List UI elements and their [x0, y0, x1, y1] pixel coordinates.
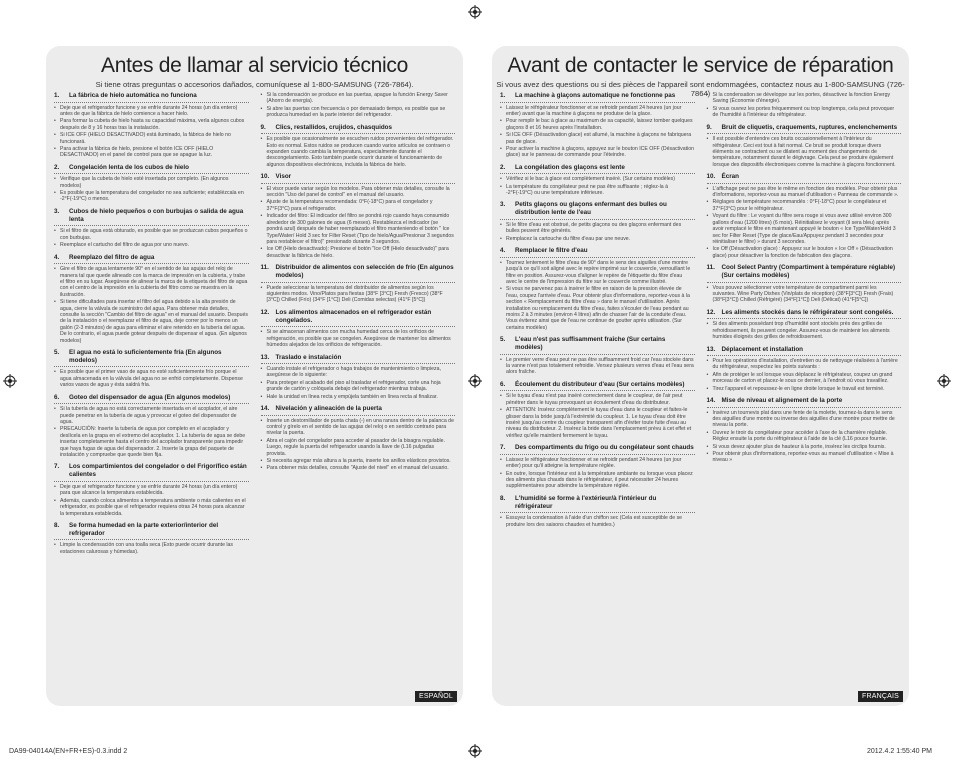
bullet-item: • Abra el cajón del congelador para acceder al pasador de la bisagra regulable. Luego, regule la puerta del refrigerador usando la llave de (L16 pulgadas provista. — [261, 438, 456, 457]
section-body — [707, 136, 902, 168]
registration-mark-icon — [468, 744, 482, 758]
section-body — [707, 186, 902, 259]
bullet-item: • Pour remplir le bac à glace au maximum de sa capacité, laissez tomber quelques glaçons 8 et 16 heures après l'installation. — [500, 118, 695, 131]
troubleshooting-section — [707, 397, 902, 464]
bullet-item: • Si la condensación se produce en las puertas, apague la función Energy Saver (Ahorro de energía). — [261, 92, 456, 105]
bullet-item: • Vérifiez si le bac à glace est complètement inséré. (Sur certains modèles) — [500, 176, 695, 182]
section-number: 7. — [54, 463, 60, 471]
section-number: 4. — [500, 247, 506, 255]
bullet-item: • Puede seleccionar la temperatura del distribuidor de alimentos según los siguientes modos. Vino/Platos para fiestas (38°F [3°C]) Fresh (Fresco) (38°F [3°C]) Chilled (Frío) (34°F [1°C]) Deli (Comidas selectas) (41°F [5°C]) — [261, 285, 456, 304]
section-body — [707, 358, 902, 392]
section-number: 9. — [260, 123, 266, 131]
section-body — [54, 266, 249, 344]
bullet-item: • Cuando instale el refrigerador o haga trabajos de mantenimiento o limpieza, asegúrese de lo siguiente: — [261, 366, 456, 379]
bullet-item: • Además, cuando coloca alimentos a temperatura ambiente o más calientes en el refrigerador, es posible que el refrigerador requiera otras 24 horas para alcanzar la temperatura establecida. — [54, 498, 249, 517]
bullet-item: • Verifique que la cubeta de hielo esté insertada por completo. (En algunos modelos) — [54, 176, 249, 189]
column-left — [54, 92, 249, 684]
bullet-item: • Remplacez la cartouche du filtre d'eau par une neuve. — [500, 236, 695, 242]
section-heading — [707, 346, 902, 357]
section-number: 5. — [54, 348, 60, 356]
section-heading — [500, 495, 695, 514]
page-subtitle: Si tiene otras preguntas o accesorios dañados, comuníquese al 1-800-SAMSUNG (726-7864). — [95, 80, 414, 89]
bullet-item: • Laissez le réfrigérateur fonctionner et se refroidir pendant 24 heures (un jour entier) pour qu'il atteigne la température réglée. — [500, 457, 695, 470]
section-title: Mise de niveau et alignement de la porte — [721, 397, 843, 405]
section-title: Écran — [721, 173, 740, 181]
bullet-item: • El visor puede variar según los modelos. Para obtener más detalles, consulte la sección "Uso del panel de control" en el manual del usuario. — [261, 186, 456, 199]
language-tab: FRANÇAIS — [858, 691, 903, 702]
troubleshooting-section — [707, 309, 902, 341]
section-body — [500, 393, 695, 439]
section-heading — [54, 92, 249, 103]
bullet-item: • Si abre las puertas con frecuencia o por demasiado tiempo, es posible que se produzca humedad en la parte interior del refrigerador. — [261, 106, 456, 119]
bullet-item: • Ajuste de la temperatura recomendada: 0°F(-18°C) para el congelador y 37°F(3°C) para el refrigerador. — [261, 199, 456, 212]
section-title: Petits glaçons ou glaçons enfermant des bulles ou distribution lente de l'eau — [515, 201, 667, 217]
section-heading — [54, 254, 249, 265]
section-number: 5. — [500, 336, 506, 344]
bullet-item: • Voyant du filtre : Le voyant du filtre sera rouge si vous avez utilisé environ 300 gallons d'eau (1200 litres) (6 mois). Réinitialisez le voyant (il sera bleu) après avoir remplacé le filtre en maintenant appuyé le bouton « Ice Type/Water/Hold 3 sec for Filter Reset (Type de glace/Eau/Appuyez pendant 3 secondes pour réinitialiser le filtre) » durant 3 secondes. — [707, 213, 902, 245]
section-title: Goteo del dispensador de agua (En algunos modelos) — [69, 393, 231, 401]
section-heading — [54, 349, 249, 368]
section-number: 12. — [706, 308, 716, 316]
bullet-item: • Si le tuyau d'eau n'est pas inséré correctement dans le coupleur, de l'air peut pénétrer dans le tuyau provoquant un écoulement d'eau du distributeur. — [500, 393, 695, 406]
section-heading — [54, 208, 249, 227]
section-title: La fábrica de hielo automática no funciona — [69, 92, 197, 99]
troubleshooting-section — [54, 208, 249, 249]
section-body — [707, 285, 902, 304]
section-body — [707, 321, 902, 340]
bullet-item: • Es posible que ocasionalmente se escuchen ruidos provenientes del refrigerador. Esto es normal. Estos ruidos se producen cuando varios artículos se contraen o expanden cuando cambia la temperatura, especialmente durante el descongelamiento. Esto también puede ocurrir durante el funcionamiento de algunos dispositivos electrónicos, incluida la fábrica de hielo. — [261, 136, 456, 168]
troubleshooting-section — [54, 522, 249, 555]
section-body — [500, 457, 695, 490]
language-tab: ESPAÑOL — [415, 691, 457, 702]
section-number: 11. — [260, 264, 269, 272]
bullet-item: • Si el filtro de agua está obturado, es posible que se produzcan cubos pequeños o con burbujas. — [54, 228, 249, 241]
section-heading — [500, 381, 695, 392]
bullet-item: • Si se almacenan alimentos con mucha humedad cerca de los orificios de refrigeración, es posible que se congelen. Asegúrese de mantener los alimentos húmedos alejados de los orificios de refrigeración. — [261, 329, 456, 348]
troubleshooting-section — [261, 354, 456, 401]
section-heading — [261, 405, 456, 416]
bullet-item: • Pour obtenir plus d'informations, reportez-vous au manuel d'utilisation « Mise à niveau » — [707, 451, 902, 464]
bullet-item: • Laissez le réfrigérateur fonctionner et se refroidir pendant 24 heures (un jour entier) avant que la machine à glaçons ne produise de la glace. — [500, 105, 695, 118]
section-body — [500, 105, 695, 159]
troubleshooting-section — [261, 309, 456, 349]
section-number: 14. — [260, 405, 270, 413]
section-number: 2. — [500, 163, 506, 171]
bullet-item: • Ice Off (Hielo desactivado): Presione el botón "Ice Off (Hielo desactivado)" para desactivar la fábrica de hielo. — [261, 246, 456, 259]
section-body — [261, 136, 456, 168]
troubleshooting-section — [707, 346, 902, 393]
section-number: 10. — [260, 173, 270, 181]
bullet-item: • Vous pouvez sélectionner votre température de compartiment parmi les suivantes. Wine Party Dishes (Vin/plats de réception) (38°F[3°C]) Fresh (Frais) (38°F[3°C]) Chilled (Réfrigéré) (34°F[1°C]) Deli (Délicat) (41°F[5°C]) — [707, 285, 902, 304]
column-right — [261, 92, 456, 684]
section-title: Los alimentos almacenados en el refrigerador están congelados. — [275, 308, 432, 324]
section-heading — [500, 92, 695, 103]
bullet-item: • Afin de protéger le sol lorsque vous déplacez le réfrigérateur, coupez un grand morceau de carton et placez-le sous ce dernier, à l'endroit où vous travaillez. — [707, 372, 902, 385]
section-title: Bruit de cliquetis, craquements, ruptures, enclenchements — [721, 123, 898, 131]
french-page — [492, 46, 909, 706]
section-title: Écoulement du distributeur d'eau (Sur certains modèles) — [515, 380, 685, 388]
section-number: 9. — [706, 123, 712, 131]
troubleshooting-section — [54, 254, 249, 344]
bullet-item: • Gire el filtro de agua lentamente 90° en el sentido de las agujas del reloj de manera tal que quede alineado con la marca de impresión en la cubierta, y trabe el filtro en su lugar. Asegúrese de alinear la marca de la etiqueta del filtro de agua con el centro de la impresión en la cubierta del filtro como se muestra en la ilustración. — [54, 266, 249, 298]
troubleshooting-section — [500, 381, 695, 439]
section-body — [54, 542, 249, 555]
bullet-item: • Tirez l'appareil et repoussez-le en ligne droite lorsque le travail est terminé. — [707, 386, 902, 392]
bullet-item: • L'affichage peut ne pas être le même en fonction des modèles. Pour obtenir plus d'informations, reportez-vous au manuel d'utilisation « Panneau de commande ». — [707, 186, 902, 199]
section-title: Cool Select Pantry (Compartiment à température réglable) (Sur certains modèles) — [721, 264, 896, 280]
bullet-item: • Para formar la cubeta de hielo hasta su capacidad máxima, verla algunos cubos después de 8 y 16 horas tras la instalación. — [54, 118, 249, 131]
page-title: Avant de contacter le service de réparation — [507, 54, 894, 77]
bullet-item: • Insérez un tournevis plat dans une fente de la molette, tournez-la dans le sens des aiguilles d'une montre ou inverse des aiguilles d'une montre pour mettre de niveau la porte. — [707, 410, 902, 429]
troubleshooting-section — [500, 444, 695, 490]
section-heading — [500, 164, 695, 175]
section-heading — [707, 124, 902, 135]
troubleshooting-section — [54, 463, 249, 517]
troubleshooting-section — [500, 201, 695, 242]
section-heading — [54, 164, 249, 175]
bullet-item: • Tournez lentement le filtre d'eau de 90° dans le sens des aiguilles d'une montre jusqu'à ce qu'il soit aligné avec le repère imprimé sur le couvercle, verrouillant le filtre en position. Assurez-vous d'aligner le repère de l'étiquette du filtre d'eau avec le centre de l'impression du filtre sur le couvercle comme illustré. — [500, 260, 695, 286]
section-title: Clics, restallidos, crujidos, chasquidos — [275, 123, 393, 131]
troubleshooting-section — [500, 247, 695, 331]
section-body — [500, 260, 695, 331]
section-title: La congélation des glaçons est lente — [515, 163, 625, 171]
column-right — [707, 92, 902, 684]
section-title: Distribuidor de alimentos con selección de frío (En algunos modelos) — [275, 264, 454, 280]
bullet-item: • Es posible que el primer vaso de agua no esté suficientemente frío porque el agua almacenada en la válvula del agua no se enfrió completamente. Dispense varios vasos de agua y ésta saldrá fría. — [54, 369, 249, 388]
section-heading — [707, 397, 902, 408]
section-body — [261, 329, 456, 348]
registration-mark-icon — [468, 5, 482, 19]
section-heading — [500, 201, 695, 220]
section-body — [261, 285, 456, 304]
section-number: 8. — [54, 521, 60, 529]
bullet-item: • Deje que el refrigerador funcione y se enfríe durante 24 horas (un día entero) antes de que la fábrica de hielo comience a hacer hielo. — [54, 105, 249, 118]
section-number: 4. — [54, 253, 60, 261]
bullet-item: • Pour les opérations d'installation, d'entretien ou de nettoyage réalisées à l'arrière du réfrigérateur, respectez les points suivants : — [707, 358, 902, 371]
section-title: Nivelación y alineación de la puerta — [275, 405, 382, 413]
section-title: Des compartiments du frigo ou du congélateur sont chauds — [515, 444, 694, 452]
section-number: 7. — [500, 444, 506, 452]
bullet-item: • Reemplace el cartucho del filtro de agua por uno nuevo. — [54, 242, 249, 248]
troubleshooting-section — [500, 336, 695, 376]
page-title: Antes de llamar al servicio técnico — [101, 54, 408, 77]
section-heading — [54, 463, 249, 482]
section-title: Traslado e instalación — [275, 353, 342, 361]
section-number: 1. — [54, 92, 60, 99]
section-title: Visor — [275, 173, 292, 181]
section-title: Reemplazo del filtro de agua — [69, 253, 155, 261]
section-number: 11. — [706, 264, 715, 272]
section-title: Se forma humedad en la parte exterior/interior del refrigerador — [69, 521, 219, 537]
bullet-item: • Si la condensation se développe sur les portes, désactivez la fonction Energy Saving (Économie d'énergie). — [707, 92, 902, 105]
section-heading — [261, 124, 456, 135]
bullet-item: • PRECAUCIÓN: Inserte la tubería de agua por completo en el acoplador y deslícela en la grapa en el extremo del acoplador. 1. La tubería de agua se debe insertar completamente hasta el centro del acoplador transparente para impedir que haya fugas de agua del dispensador. 2. Inserte la grapa del paquete de instalación y compruebe que quede bien fija. — [54, 426, 249, 458]
section-number: 3. — [500, 201, 506, 209]
section-title: L'eau n'est pas suffisamment fraîche (Sur certains modèles) — [515, 336, 666, 352]
bullet-item: • Ice Off (Désactivation glace) : Appuyez sur le bouton « Ice Off » (Désactivation glace) pour désactiver la fonction de fabrication des glaçons. — [707, 246, 902, 259]
troubleshooting-section — [707, 124, 902, 169]
section-heading — [261, 173, 456, 184]
troubleshooting-section — [54, 92, 249, 159]
bullet-item: • Si des aliments possédant trop d'humidité sont stockés près des grilles de refroidissement, ils peuvent congeler. Assurez-vous de maintenir les aliments humides éloignés des grilles de refroidissement. — [707, 321, 902, 340]
bullet-item: • Para proteger el acabado del piso al trasladar el refrigerador, corte una hoja grande de cartón y colóquela debajo del refrigerador mientras trabaja. — [261, 380, 456, 393]
troubleshooting-section — [261, 405, 456, 472]
troubleshooting-section — [707, 92, 902, 119]
section-body — [500, 222, 695, 242]
footer-file-name: DA99-04014A(EN+FR+ES)-0.3.indd 2 — [9, 748, 128, 755]
section-number: 10. — [706, 173, 716, 181]
registration-mark-icon — [468, 374, 482, 388]
troubleshooting-section — [500, 495, 695, 528]
section-title: El agua no está lo suficientemente fría (En algunos modelos) — [69, 348, 222, 364]
bullet-item: • Si ICE OFF (Désactivation glace) est allumé, la machine à glaçons ne fabriquera pas de glace. — [500, 132, 695, 145]
section-heading — [261, 354, 456, 365]
section-body — [261, 92, 456, 119]
column-left — [500, 92, 695, 684]
section-heading — [707, 173, 902, 184]
troubleshooting-section — [500, 164, 695, 197]
bullet-item: • Si la tubería de agua no está correctamente insertada en el acoplador, el aire puede penetrar en la tubería de agua y provocar el goteo del dispensador de agua. — [54, 406, 249, 425]
troubleshooting-section — [500, 92, 695, 159]
section-number: 1. — [500, 92, 506, 99]
section-heading — [707, 309, 902, 320]
bullet-item: • Essuyez la condensation à l'aide d'un chiffon sec (Cela est susceptible de se produire lors des saisons chaudes et humides.) — [500, 515, 695, 528]
section-title: La machine à glaçons automatique ne fonctionne pas — [515, 92, 676, 99]
bullet-item: • Réglages de température recommandés : 0°F(-18°C) pour le congélateur et 37°F(3°C) pour le réfrigérateur. — [707, 199, 902, 212]
section-heading — [261, 309, 456, 328]
page-subtitle: Si vous avez des questions ou si des pièces de l'appareil sont endommagées, contactez nous au 1-800-SAMSUNG (726-7864) — [496, 80, 905, 98]
section-body — [707, 92, 902, 119]
troubleshooting-section — [261, 92, 456, 119]
section-heading — [261, 264, 456, 283]
section-heading — [500, 336, 695, 355]
footer-timestamp: 2012.4.2 1:55:40 PM — [867, 748, 932, 755]
section-body — [261, 418, 456, 472]
section-body — [54, 105, 249, 159]
bullet-item: • Ouvrez le tiroir du congélateur pour accéder à l'axe de la charnière réglable. Réglez ensuite la porte du réfrigérateur à l'aide de la clé (L16 pouce fournie. — [707, 430, 902, 443]
bullet-item: • Es posible que la temperatura del congelador no sea suficiente; establézcala en -2°F(-19°C) o menos. — [54, 190, 249, 203]
section-body — [261, 366, 456, 400]
bullet-item: • ATTENTION: Insérez complètement le tuyau d'eau dans le coupleur et faites-le glisser dans la bride jusqu'à l'extrémité du coupleur. 1. Le tuyau d'eau doit être inséré jusqu'au centre du coupleur transparent afin d'éviter toute fuite d'eau au niveau du distributeur. 2. Insérez la bride dans l'emplacement prévu à cet effet et vérifiez qu'elle maintient fermement le tuyau. — [500, 407, 695, 439]
section-heading — [54, 394, 249, 405]
bullet-item: • Si necesita agregar más altura a la puerta, inserte los anillos elásticos provistos. — [261, 458, 456, 464]
section-title: Les aliments stockés dans le réfrigérateur sont congelés. — [721, 308, 894, 316]
section-body — [54, 484, 249, 517]
section-body — [261, 186, 456, 259]
section-body — [500, 176, 695, 196]
section-number: 6. — [54, 393, 60, 401]
bullet-item: • Si ICE OFF (HIELO DESACTIVADO) está iluminado, la fábrica de hielo no funcionará. — [54, 132, 249, 145]
section-number: 2. — [54, 163, 60, 171]
bullet-item: • Si vous ne parvenez pas à insérer le filtre en raison de la pression élevée de l'eau, coupez l'arrivée d'eau. Pour obtenir plus d'informations, reportez-vous à la section « Remplacement du filtre d'eau » dans le manuel d'utilisation. Après installation ou remplacement du filtre d'eau, faites s'écouler de l'eau pendant au moins 2 à 3 minutes (environ 4 litres) afin de chasser l'air de la conduite d'eau. Vous éviterez ainsi que de l'eau ne continue de goutter après utilisation. (Sur certains modèles) — [500, 286, 695, 331]
bullet-item: • Pour activer la machine à glaçons, appuyez sur le bouton ICE OFF (Désactivation glace) sur le panneau de commande pour l'éteindre. — [500, 146, 695, 159]
section-body — [54, 176, 249, 203]
section-title: Los compartimientos del congelador o del Frigorífico están calientes — [69, 463, 247, 479]
troubleshooting-section — [54, 164, 249, 203]
troubleshooting-section — [261, 173, 456, 259]
section-heading — [707, 264, 902, 283]
section-heading — [54, 522, 249, 541]
bullet-item: • Limpie la condensación con una toalla seca (Esto puede ocurrir durante las estaciones calurosas y húmedas). — [54, 542, 249, 555]
troubleshooting-section — [54, 349, 249, 389]
bullet-item: • Deje que el refrigerador funcione y se enfríe durante 24 horas (un día entero) para que alcance la temperatura establecida. — [54, 484, 249, 497]
section-heading — [500, 247, 695, 258]
troubleshooting-section — [261, 124, 456, 169]
bullet-item: • Si tiene dificultades para insertar el filtro del agua debido a la alta presión de agua, cierre la válvula de suministro del agua. Para obtener más detalles, consulte la sección "Cambio del filtro de agua" en el manual del usuario. Después de la instalación o el reemplazar el filtro de agua, deje correr por lo menos un galón (2-3 minutos) de agua para eliminar el aire retenido en la tubería del agua. De lo contrario, el agua puede gotear después de dispensar el agua. (En algunos modelos) — [54, 299, 249, 344]
troubleshooting-section — [707, 264, 902, 304]
section-body — [54, 228, 249, 248]
section-number: 3. — [54, 207, 60, 215]
troubleshooting-section — [261, 264, 456, 304]
section-title: Congelación lenta de los cubos de hielo — [69, 163, 190, 171]
bullet-item: • Si vous devez ajouter plus de hauteur à la porte, insérez les circlips fournis. — [707, 444, 902, 450]
bullet-item: • Si le filtre d'eau est obstrué, de petits glaçons ou des glaçons enfermant des bulles peuvent être générés. — [500, 222, 695, 235]
section-number: 12. — [260, 308, 270, 316]
bullet-item: • La température du congélateur peut ne pas être suffisante ; réglez-la à -2°F(-19°C) ou une température inférieure. — [500, 184, 695, 197]
section-title: Remplacer le filtre d'eau — [515, 247, 588, 255]
bullet-item: • Si vous ouvrez les portes fréquemment ou trop longtemps, cela peut provoquer de l'humidité à l'intérieur du réfrigérateur. — [707, 106, 902, 119]
section-heading — [500, 444, 695, 455]
bullet-item: • Para obtener más detalles, consulte "Ajuste del nivel" en el manual del usuario. — [261, 465, 456, 471]
bullet-item: • Inserte un destornillador de punta chata (-) en una ranura dentro de la palanca de control y gírelo en el sentido de las agujas del reloj o en sentido contrario para nivelar la puerta. — [261, 418, 456, 437]
bullet-item: • En outre, lorsque l'intérieur est à la température ambiante ou lorsque vous placez des aliments plus chauds dans le réfrigérateur, il peut nécessiter 24 heures supplémentaires pour atteindre la température réglée. — [500, 471, 695, 490]
section-number: 6. — [500, 380, 506, 388]
section-title: L'humidité se forme à l'extérieur/à l'intérieur du réfrigérateur — [515, 494, 657, 510]
section-number: 13. — [260, 353, 270, 361]
section-body — [54, 369, 249, 388]
section-title: Déplacement et installation — [721, 345, 804, 353]
registration-mark-icon — [3, 374, 17, 388]
section-body — [500, 357, 695, 376]
section-number: 13. — [706, 345, 716, 353]
section-title: Cubos de hielo pequeños o con burbujas o salida de agua lenta — [69, 207, 244, 223]
section-body — [707, 410, 902, 464]
bullet-item: • Para activar la fábrica de hielo, presione el botón ICE OFF (HIELO DESACTIVADO) en el panel de control para que se apague la luz. — [54, 146, 249, 159]
spanish-page — [46, 46, 463, 706]
section-number: 8. — [500, 494, 506, 502]
bullet-item: • Il est possible d'entendre ces bruits occasionnellement à l'intérieur du réfrigérateur. Ceci est tout à fait normal. Ce bruit se produit lorsque divers éléments se contractent ou se dilatent au moment des changements de température, notamment durant le dégivrage. Cela peut se produire également lorsque des dispositifs électroniques comme la machine à glaçons fonctionnent. — [707, 136, 902, 168]
registration-mark-icon — [937, 374, 951, 388]
section-body — [54, 406, 249, 458]
troubleshooting-section — [54, 394, 249, 459]
section-body — [500, 515, 695, 528]
bullet-item: • Indicador del filtro: El indicador del filtro se pondrá rojo cuando haya consumido alrededor de 300 galones de agua (6 meses). Restablezca el indicador (se pondrá azul) después de haber reemplazado el filtro manteniendo el botón " Ice Type/Water/ Hold 3 sec for Filter Reset (Tipo de hielo/Agua/Presionar 3 segundos para restablecer el filtro)" presionado durante 3 segundos. — [261, 213, 456, 245]
section-number: 14. — [706, 397, 716, 405]
troubleshooting-section — [707, 173, 902, 259]
bullet-item: • Hale la unidad en línea recta y empújela también en línea recta al finalizar. — [261, 394, 456, 400]
bullet-item: • Le premier verre d'eau peut ne pas être suffisamment froid car l'eau stockée dans la vanne n'est pas totalement refroidie. Versez plusieurs verres d'eau et l'eau sera alors fraîche. — [500, 357, 695, 376]
